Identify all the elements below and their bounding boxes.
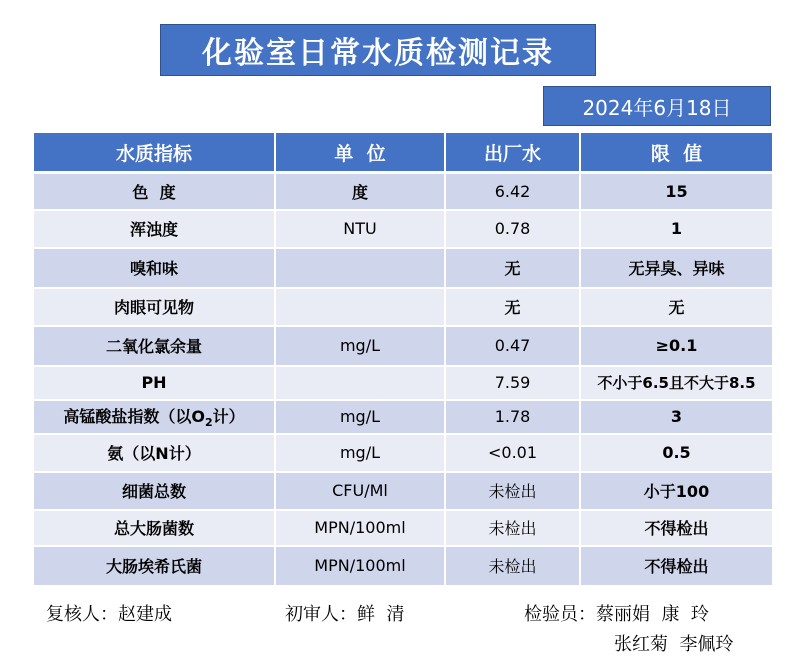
indicator-text-end: 计） — [212, 406, 245, 426]
unit-cell: mg/L — [275, 326, 445, 366]
value-cell: 0.47 — [445, 326, 580, 366]
limit-cell: 无 — [580, 288, 772, 326]
limit-cell: 15 — [580, 173, 772, 210]
water-quality-table — [34, 133, 772, 587]
unit-cell: mg/L — [275, 400, 445, 434]
indicator-cell: 色 度 — [34, 173, 275, 210]
table-row — [34, 173, 772, 210]
limit-cell: 1 — [580, 210, 772, 248]
indicator-cell: 细菌总数 — [34, 472, 275, 510]
indicator-subscript: 2 — [204, 416, 213, 430]
inspector-signature-line2: 张红菊 李佩玲 — [614, 634, 734, 655]
table-row — [34, 472, 772, 510]
table-row — [34, 288, 772, 326]
table-row — [34, 210, 772, 248]
limit-cell: 不得检出 — [580, 546, 772, 586]
value-cell: 未检出 — [445, 472, 580, 510]
record-date: 2024年6月18日 — [543, 86, 771, 126]
indicator-text: 高锰酸盐指数（以O — [63, 406, 205, 426]
unit-cell: mg/L — [275, 434, 445, 472]
table-row — [34, 248, 772, 288]
value-cell: <0.01 — [445, 434, 580, 472]
indicator-cell: 肉眼可见物 — [34, 288, 275, 326]
unit-cell: NTU — [275, 210, 445, 248]
table-row — [34, 510, 772, 546]
table-row — [34, 400, 772, 434]
value-cell: 未检出 — [445, 510, 580, 546]
header-indicator: 水质指标 — [34, 133, 275, 173]
limit-cell: 不得检出 — [580, 510, 772, 546]
first-reviewer-signature: 初审人：鲜 清 — [285, 604, 405, 625]
limit-cell: ≥0.1 — [580, 326, 772, 366]
table-row — [34, 546, 772, 586]
indicator-cell: 二氧化氯余量 — [34, 326, 275, 366]
unit-cell: MPN/100ml — [275, 510, 445, 546]
indicator-cell — [34, 400, 275, 434]
table-header-row — [34, 133, 772, 173]
table-row — [34, 366, 772, 400]
table-row — [34, 326, 772, 366]
unit-cell: CFU/Ml — [275, 472, 445, 510]
page-title: 化验室日常水质检测记录 — [160, 24, 596, 76]
value-cell: 未检出 — [445, 546, 580, 586]
indicator-cell: PH — [34, 366, 275, 400]
unit-cell — [275, 366, 445, 400]
indicator-cell: 氨（以N计） — [34, 434, 275, 472]
inspector-signature-line1: 检验员：蔡丽娟 康 玲 — [524, 604, 709, 625]
value-cell: 6.42 — [445, 173, 580, 210]
value-cell: 1.78 — [445, 400, 580, 434]
indicator-cell: 浑浊度 — [34, 210, 275, 248]
value-cell: 0.78 — [445, 210, 580, 248]
indicator-cell: 嗅和味 — [34, 248, 275, 288]
unit-cell: 度 — [275, 173, 445, 210]
value-cell: 7.59 — [445, 366, 580, 400]
unit-cell — [275, 248, 445, 288]
indicator-cell: 总大肠菌数 — [34, 510, 275, 546]
unit-cell — [275, 288, 445, 326]
header-unit: 单 位 — [275, 133, 445, 173]
header-value: 出厂水 — [445, 133, 580, 173]
limit-cell: 无异臭、异味 — [580, 248, 772, 288]
limit-cell: 0.5 — [580, 434, 772, 472]
table-row — [34, 434, 772, 472]
header-limit: 限 值 — [580, 133, 772, 173]
unit-cell: MPN/100ml — [275, 546, 445, 586]
limit-cell: 小于100 — [580, 472, 772, 510]
indicator-cell: 大肠埃希氏菌 — [34, 546, 275, 586]
value-cell: 无 — [445, 288, 580, 326]
reviewer-signature: 复核人：赵建成 — [46, 604, 172, 625]
value-cell: 无 — [445, 248, 580, 288]
limit-cell: 3 — [580, 400, 772, 434]
limit-cell: 不小于6.5且不大于8.5 — [580, 366, 772, 400]
